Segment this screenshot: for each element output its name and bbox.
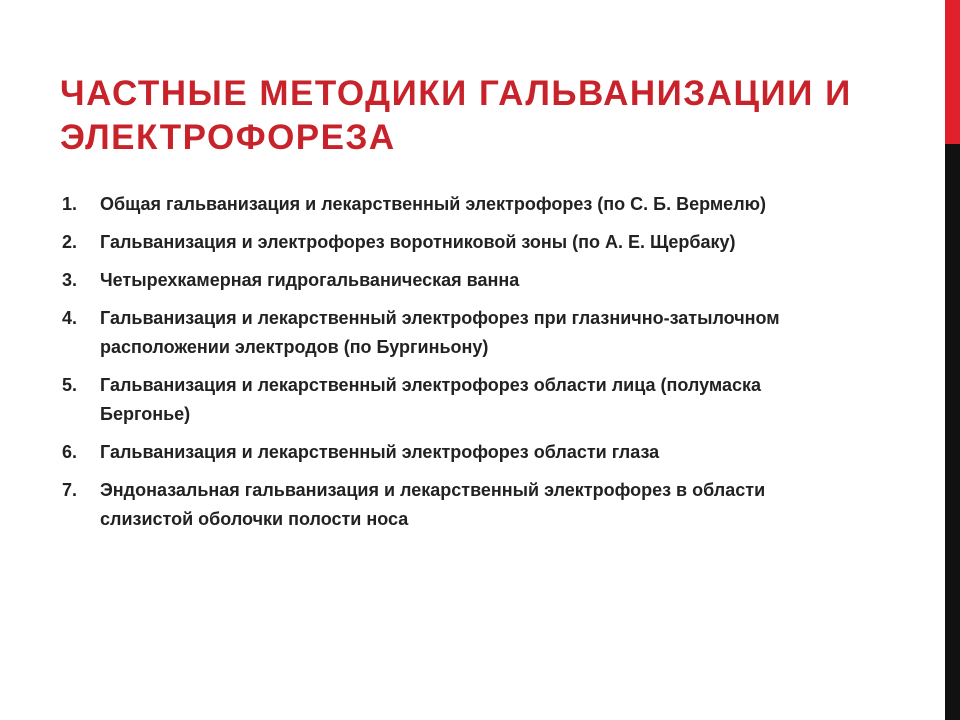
list-item — [62, 438, 832, 467]
list-item — [62, 476, 832, 534]
list-item — [62, 266, 832, 295]
list-item-number: 5. — [62, 375, 78, 395]
list-item-number: 3. — [62, 270, 78, 290]
accent-bar-bottom — [945, 144, 960, 720]
list-item-text: Общая гальванизация и лекарственный электрофорез (по С. Б. Вермелю) — [100, 194, 766, 214]
list-item-text: Гальванизация и лекарственный электрофорез области глаза — [100, 442, 660, 462]
list-item-text: Гальванизация и лекарственный электрофорез области лица (полумаска Бергонье) — [100, 375, 762, 424]
slide-title: ЧАСТНЫЕ МЕТОДИКИ ГАЛЬВАНИЗАЦИИ И ЭЛЕКТРОФОРЕЗА — [60, 74, 852, 157]
list-item-text: Гальванизация и электрофорез воротниковой зоны (по А. Е. Щербаку) — [100, 232, 736, 252]
list-item — [62, 190, 832, 219]
list-item-text: Четырехкамерная гидрогальваническая ванна — [100, 270, 520, 290]
list-item — [62, 304, 832, 362]
list-item-number: 7. — [62, 480, 78, 500]
list-item-number: 1. — [62, 194, 78, 214]
list-item-number: 2. — [62, 232, 78, 252]
list-item — [62, 228, 832, 257]
list-item-number: 6. — [62, 442, 78, 462]
list-item-text: Эндоназальная гальванизация и лекарственный электрофорез в области слизистой оболочки полости носа — [100, 480, 766, 529]
accent-bar-top — [945, 0, 960, 144]
list-item — [62, 371, 832, 429]
list-item-text: Гальванизация и лекарственный электрофорез при глазнично-затылочном расположении электродов (по Бургиньону) — [100, 308, 780, 357]
methods-list — [62, 190, 832, 543]
list-item-number: 4. — [62, 308, 78, 328]
